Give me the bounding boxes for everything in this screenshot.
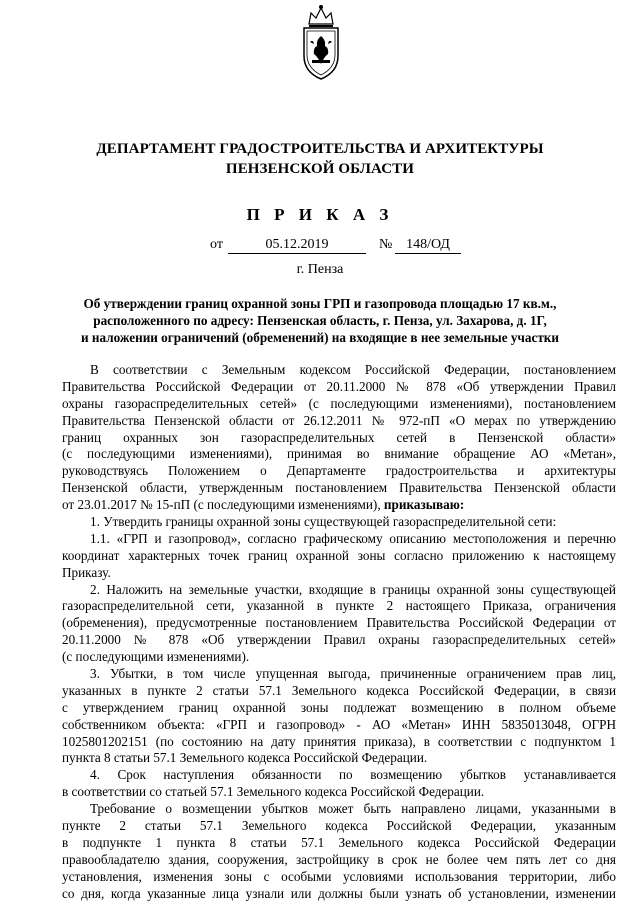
department-name-line2: ПЕНЗЕНСКОЙ ОБЛАСТИ [225, 161, 415, 177]
body-line: в соответствии со статьей 57.1 Земельного кодекса Российской Федерации. [62, 784, 485, 800]
body-line: установления, изменения зоны с особыми условиями использования территории, либо [62, 868, 616, 884]
body-line: руководствуясь Положением о Департаменте градостроительства и архитектуры [62, 463, 616, 479]
body-line: 2. Наложить на земельные участки, входящие в границы охранной зоны существующей [90, 581, 616, 597]
body-line: (обременения), предусмотренные постановлением Правительства Российской Федерации от [62, 615, 616, 631]
body-line-text: от 23.01.2017 № 15-пП (с последующими изменениями), [62, 497, 381, 513]
body-line: (с последующими изменениями), принимая во внимание обращение АО «Метан», [62, 446, 616, 462]
date-prefix: от [210, 237, 223, 252]
order-date: 05.12.2019 [228, 237, 366, 254]
body-line: указанных в пункте 2 статьи 57.1 Земельного кодекса Российской Федерации, в связи [62, 682, 616, 698]
body-line: со дня, когда указанные лица узнали или должны были узнать об установлении, изменении [62, 885, 616, 901]
body-line: Правительства Пензенской области от 26.12.2011 № 972-пП «О мерах по утверждению [62, 412, 616, 428]
coat-of-arms-icon [296, 4, 346, 82]
body-line: В соответствии с Земельным кодексом Российской Федерации, постановлением [90, 362, 616, 377]
body-line: Приказу. [62, 564, 111, 580]
body-line: 4. Срок наступления обязанности по возмещению убытков устанавливается [90, 767, 616, 783]
body-line: пункте 2 статьи 57.1 Земельного кодекса Российской Федерации, указанным [62, 818, 616, 834]
body-line: с утверждением границ охранной зоны подлежат возмещению в полном объеме [62, 699, 616, 715]
body-line: 1025801202151 (по состоянию на дату принятия приказа), в соответствии с подпунктом 1 [62, 733, 616, 749]
city: г. Пенза [296, 262, 344, 277]
body-line: пункта 8 статьи 57.1 Земельного кодекса Российской Федерации. [62, 750, 428, 766]
body-line: правообладателю здания, сооружения, застройщику в срок не более чем пять лет со дня [62, 851, 616, 867]
body-line [62, 497, 616, 514]
decree-word: приказываю [383, 497, 460, 513]
body-line: в подпункте 1 пункта 8 статьи 57.1 Земельного кодекса Российской Федерации [62, 834, 616, 850]
order-body [62, 362, 616, 903]
decree-colon: : [459, 497, 465, 513]
body-line: 1.1. «ГРП и газопровод», согласно графическому описанию местоположения и перечню [90, 530, 616, 546]
number-prefix: № [379, 237, 393, 252]
body-line: (с последующими изменениями). [62, 649, 250, 665]
body-line: газораспределительной сети, указанной в пункте 2 настоящего Приказа, ограничения [62, 598, 616, 614]
body-line: границ охранных зон газораспределительных сетей в Пензенской области» [62, 429, 616, 445]
body-line: координат характерных точек границ охранной зоны согласно приложению к настоящему [62, 547, 616, 563]
order-subject [70, 295, 570, 346]
body-line: 1. Утвердить границы охранной зоны существующей газораспределительной сети: [90, 514, 557, 530]
subject-line: Об утверждении границ охранной зоны ГРП и газопровода площадью 17 кв.м., [83, 296, 557, 311]
body-line: 20.11.2000 № 878 «Об утверждении Правил охраны газораспределительных сетей» [62, 632, 616, 648]
body-line: собственником объекта: «ГРП и газопровод» - АО «Метан» ИНН 5835013048, ОГРН [62, 716, 616, 732]
department-name-line1: ДЕПАРТАМЕНТ ГРАДОСТРОИТЕЛЬСТВА И АРХИТЕКТУРЫ [96, 141, 544, 157]
body-line: Требование о возмещении убытков может быть направлено лицами, указанными в [90, 801, 616, 817]
subject-line: расположенного по адресу: Пензенская область, г. Пенза, ул. Захарова, д. 1Г, [93, 313, 547, 328]
body-line: охраны газораспределительных сетей» (с последующими изменениями), постановлением [62, 395, 616, 411]
body-line: 3. Убытки, в том числе упущенная выгода, причиненные ограничением прав лиц, [90, 666, 616, 682]
body-line: Правительства Российской Федерации от 20.11.2000 № 878 «Об утверждении Правил [62, 378, 616, 394]
document-type-title: П Р И К А З [246, 205, 394, 224]
subject-line: и наложении ограничений (обременений) на входящие в нее земельные участки [80, 330, 559, 345]
body-line: Пензенской области, утвержденным постановлением Правительства Пензенской области [62, 480, 616, 496]
order-number: 148/ОД [395, 237, 461, 254]
